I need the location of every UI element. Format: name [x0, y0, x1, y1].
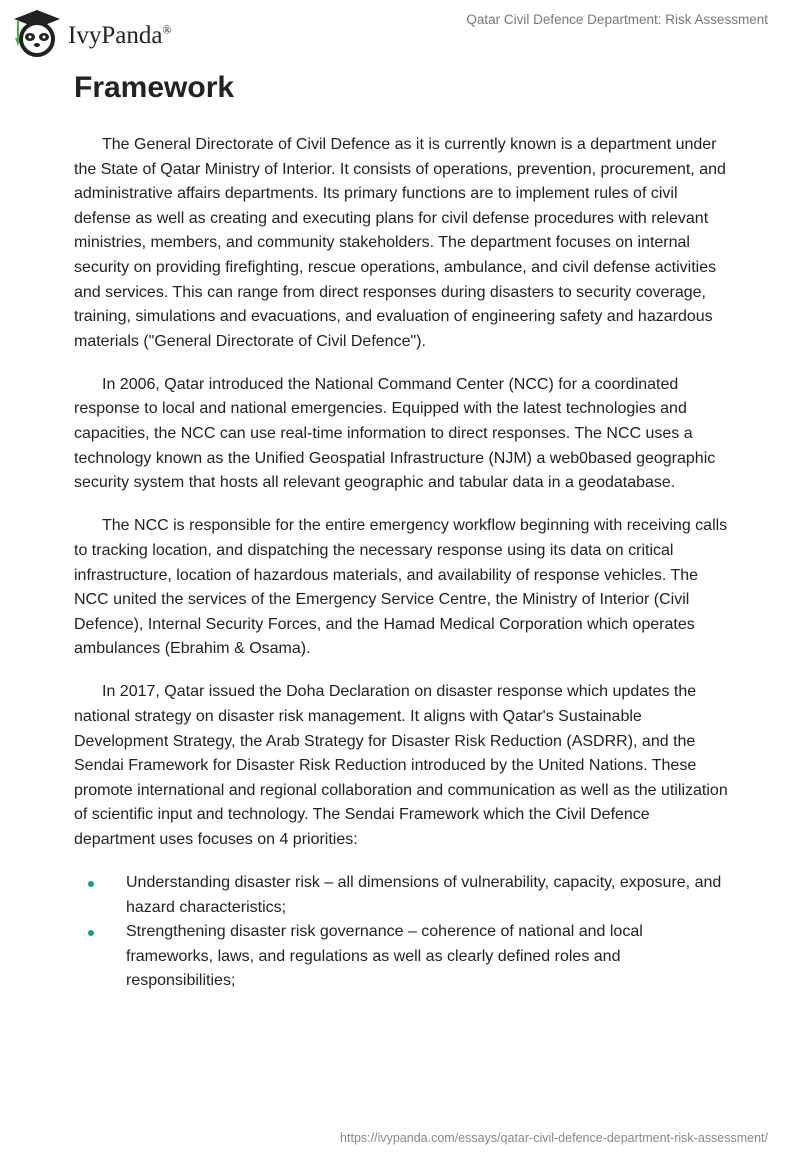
- section-heading: Framework: [74, 71, 235, 104]
- registered-mark: ®: [162, 22, 172, 37]
- paragraph: In 2017, Qatar issued the Doha Declaration on disaster response which updates the national strategy on disaster risk management. It aligns with Qatar's Sustainable Development Strategy, the Arab Strategy for Disaster Risk Reduction (ASDRR), and the Sendai Framework for Disaster Risk Reduction introduced by the United Nations. These promote international and regional collaboration and communication as well as the utilization of scientific input and technology. The Sendai Framework which the Civil Defence department uses focuses on 4 priorities:: [74, 683, 728, 848]
- document-title: Qatar Civil Defence Department: Risk Assessment: [466, 12, 768, 27]
- logo-text: IvyPanda: [68, 22, 163, 49]
- paragraph: The General Directorate of Civil Defence as it is currently known is a department under the State of Qatar Ministry of Interior. It consists of operations, prevention, procurement, and administrative affairs departments. Its primary functions are to implement rules of civil defense as well as creating and executing plans for civil defense procedures with relevant ministries, members, and community stakeholders. The department focuses on internal security on providing firefighting, rescue operations, ambulance, and civil defense activities and services. This can range from direct responses during disasters to security coverage, training, simulations and evacuations, and evaluation of engineering safety and hazardous materials ("General Directorate of Civil Defence").: [74, 136, 726, 350]
- ivypanda-logo[interactable]: [12, 8, 172, 58]
- bullet-icon: [88, 930, 94, 936]
- paragraph: In 2006, Qatar introduced the National Command Center (NCC) for a coordinated response to local and national emergencies. Equipped with the latest technologies and capacities, the NCC can use real-time information to direct responses. The NCC uses a technology known as the Unified Geospatial Infrastructure (NJM) a web0based geographic security system that hosts all relevant geographic and tabular data in a geodatabase.: [74, 375, 716, 492]
- list-item: [74, 871, 734, 920]
- priorities-list: [74, 871, 734, 994]
- source-url[interactable]: https://ivypanda.com/essays/qatar-civil-defence-department-risk-assessment/: [340, 1131, 768, 1145]
- list-item-text: Strengthening disaster risk governance – coherence of national and local frameworks, laws, and regulations as well as clearly defined roles and responsibilities;: [126, 923, 643, 990]
- list-item-text: Understanding disaster risk – all dimensions of vulnerability, capacity, exposure, and hazard characteristics;: [126, 874, 722, 916]
- article-body: [74, 133, 734, 994]
- bullet-icon: [88, 881, 94, 887]
- panda-graduate-icon: [12, 8, 62, 58]
- list-item: [74, 920, 734, 994]
- paragraph: The NCC is responsible for the entire emergency workflow beginning with receiving calls to tracking location, and dispatching the necessary response using its data on critical infrastructure, location of hazardous materials, and availability of response vehicles. The NCC united the services of the Emergency Service Centre, the Ministry of Interior (Civil Defence), Internal Security Forces, and the Hamad Medical Corporation which operates ambulances (Ebrahim & Osama).: [74, 517, 728, 658]
